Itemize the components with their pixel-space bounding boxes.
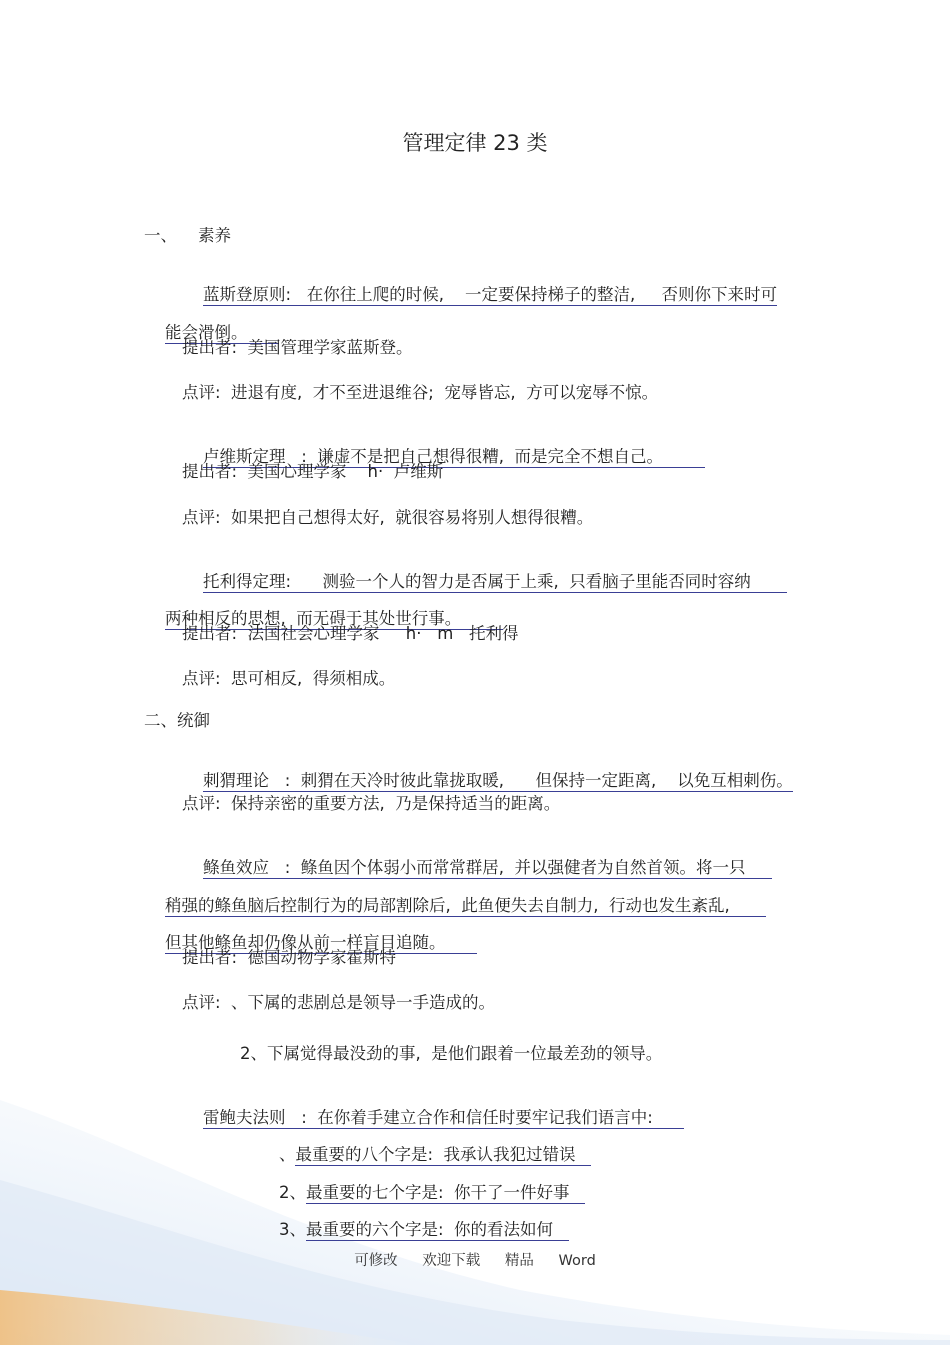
hedgehog-theory: 刺猬理论 : 刺猬在天冷时彼此靠拢取暖, 但保持一定距离, 以免互相刺伤。 — [202, 771, 793, 790]
lansideng-principle-cont: 能会滑倒。 — [164, 323, 248, 342]
minnow-effect-cont2: 但其他鲦鱼却仍像从前一样盲目追随。 — [164, 933, 446, 952]
underline-tail — [445, 933, 476, 954]
lansideng-principle: 蓝斯登原则: 在你往上爬的时候, 一定要保持梯子的整洁, 否则你下来时可 — [202, 285, 777, 304]
list-item-text: 最重要的七个字是: 你干了一件好事 — [305, 1183, 570, 1202]
underline-tail — [751, 572, 788, 593]
underline-tail — [570, 1183, 586, 1204]
comment-line: 点评: 进退有度, 才不至进退维谷; 宠辱皆忘, 方可以宠辱不惊。 — [182, 383, 659, 402]
comment-line: 点评: 、下属的悲剧总是领导一手造成的。 — [182, 993, 496, 1012]
comment-line: 点评: 如果把自己想得太好, 就很容易将别人想得很糟。 — [182, 508, 594, 527]
minnow-effect: 鲦鱼效应 : 鲦鱼因个体弱小而常常群居, 并以强健者为自然首领。将一只 — [202, 858, 746, 877]
underline-tail — [663, 447, 705, 468]
list-marker: 、 — [278, 1145, 296, 1164]
document-title: 管理定律 23 类 — [402, 131, 548, 155]
footer-welcome-download: 欢迎下载 — [422, 1253, 481, 1269]
footer-editable: 可修改 — [354, 1253, 398, 1269]
list-item-text: 最重要的六个字是: 你的看法如何 — [305, 1220, 554, 1239]
comment-line: 点评: 保持亲密的重要方法, 乃是保持适当的距离。 — [182, 794, 561, 813]
underline-tail — [653, 1108, 684, 1129]
footer-word: Word — [558, 1253, 596, 1269]
proposer-line: 提出者: 美国心理学家 h· 卢维斯 — [182, 462, 444, 481]
section-heading-1: 一、 素养 — [144, 226, 231, 245]
proposer-line: 提出者: 德国动物学家霍斯特 — [182, 948, 397, 967]
list-marker: 2、 — [278, 1183, 306, 1202]
proposer-line: 提出者: 美国管理学家蓝斯登。 — [182, 338, 413, 357]
comment-line: 点评: 思可相反, 得须相成。 — [182, 669, 396, 688]
minnow-effect-cont: 稍强的鲦鱼脑后控制行为的局部割除后, 此鱼便失去自制力, 行动也发生紊乱, — [164, 896, 730, 915]
page-footer — [0, 1249, 950, 1270]
footer-quality: 精品 — [504, 1253, 534, 1269]
luweisi-theorem: 卢维斯定理 : 谦虚不是把自己想得很糟, 而是完全不想自己。 — [202, 447, 664, 466]
list-item-text: 最重要的八个字是: 我承认我犯过错误 — [295, 1145, 576, 1164]
section-heading-2: 二、统御 — [144, 711, 210, 730]
proposer-line: 提出者: 法国社会心理学家 h· m 托利得 — [182, 624, 519, 643]
underline-tail — [553, 1220, 569, 1241]
underline-tail — [730, 896, 767, 917]
tuolide-theorem-cont: 两种相反的思想, 而无碍于其处世行事。 — [164, 609, 462, 628]
comment-item-2: 2、下属觉得最没劲的事, 是他们跟着一位最差劲的领导。 — [240, 1044, 663, 1063]
tuolide-theorem: 托利得定理: 测验一个人的智力是否属于上乘, 只看脑子里能否同时容纳 — [202, 572, 751, 591]
leibaofu-law: 雷鲍夫法则 : 在你着手建立合作和信任时要牢记我们语言中: — [202, 1108, 653, 1127]
list-marker: 3、 — [278, 1220, 306, 1239]
